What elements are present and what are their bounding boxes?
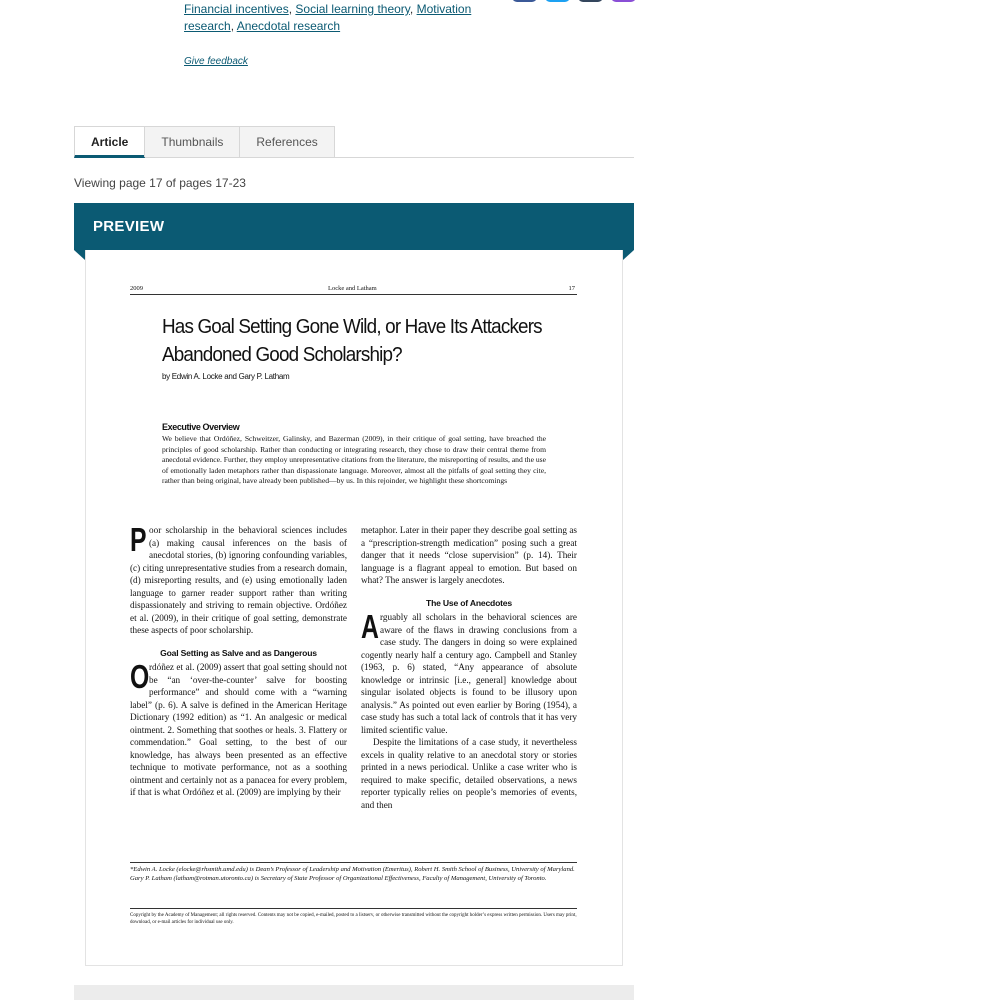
tab-thumbnails[interactable]: Thumbnails [144,126,240,157]
article-title: Has Goal Setting Gone Wild, or Have Its Attackers Abandoned Good Scholarship? [162,315,542,366]
drop-cap-a: A [361,608,379,645]
copyright-notice: Copyright by the Academy of Management; all rights reserved. Contents may not be copied, e-mailed, posted to a listserv, or otherwise transmitted without the copyright holder’s express written permission. Users may print, download, or e-mail articles for individual use only. [130,908,577,926]
give-feedback-link[interactable]: Give feedback [184,56,248,67]
topic-link-motivation-research[interactable]: Motivation research [184,2,472,33]
twitter-share-icon[interactable] [545,0,570,2]
preview-title: PREVIEW [93,218,165,235]
tab-article[interactable]: Article [74,126,145,158]
tumblr-share-icon[interactable] [578,0,603,2]
left-paragraph-1: Poor scholarship in the behavioral sciences includes (a) making causal inferences on the basis of anecdotal stories, (b) ignoring confounding variables, (c) citing unrepresentative studies from a research domain, (d) misreporting results, and (e) using emotionally laden language to garner reader support rather than writing dispassionately and striving to remain objective. Ordóñez et al. (2009), in their critique of goal setting, demonstrate these aspects of poor scholarship. [130,521,347,635]
drop-cap-p: P [130,521,147,558]
topic-links: Financial incentives, Social learning theory, Motivation research, Anecdotal research [184,2,472,33]
right-column [361,524,577,811]
running-head-authors: Locke and Latham [328,285,377,292]
preview-header [74,203,634,250]
left-column [130,521,347,799]
article-tabs [74,126,634,158]
executive-overview-body: We believe that Ordóñez, Schweitzer, Galinsky, and Bazerman (2009), in their critique of goal setting, have breached the principles of good scholarship. Rather than conducting or integrating research, they chose to draw their central theme from anecdotal evidence. Further, they employ unrepresentative citations from the literature, the misreporting of results, and the use of emotionally laden metaphors rather than dispassionate language. Moreover, almost all the pitfalls of goal setting they cite, rather than being original, have already been published—by us. In this rejoinder, we highlight these shortcomings [162,434,546,486]
running-head-page: 17 [568,285,575,292]
drop-cap-o: O [130,658,150,695]
right-paragraph-1: Arguably all scholars in the behavioral sciences are aware of the flaws in drawing conclusions from a case study. The dangers in doing so were explained cogently nearly half a century ago. Campbell and Stanley (1963, p. 6) stated, “Any appearance of absolute knowledge or intrinsic [i.e., general] knowledge about singular isolated objects is found to be illusory upon analysis.” As pointed out even earlier by Boring (1954), a case study has such a total lack of controls that it has very limited scientific value. [361,608,577,735]
page-range-status: Viewing page 17 of pages 17-23 [74,176,246,190]
running-head [130,283,577,295]
executive-overview-heading: Executive Overview [162,422,240,432]
next-section-bar [74,985,634,1000]
right-paragraph-0: metaphor. Later in their paper they describe goal setting as a “prescription-strength medication” posing such a great danger that it needs “close supervision” (p. 14). Their language is a flagrant appeal to emotion. But based on what? The answer is largely anecdotes. [361,525,577,585]
right-paragraph-2: Despite the limitations of a case study, it nevertheless excels in quality relative to an anecdotal story or stories printed in a news periodical. Unlike a case writer who is required to make specific, detailed observations, a news reporter typically relies on people’s memories of events, and then [361,737,577,810]
article-byline: by Edwin A. Locke and Gary P. Latham [162,372,290,381]
running-head-year: 2009 [130,285,143,292]
topic-link-anecdotal-research[interactable]: Anecdotal research [236,19,341,33]
facebook-share-icon[interactable] [512,0,537,2]
ribbon-fold-left [74,250,85,260]
share-buttons [512,0,636,2]
tab-references[interactable]: References [239,126,334,157]
topic-link-financial-incentives[interactable]: Financial incentives [184,2,289,16]
email-share-icon[interactable] [611,0,636,2]
topic-link-social-learning-theory[interactable]: Social learning theory [295,2,410,16]
author-footnote: *Edwin A. Locke (elocke@rhsmith.umd.edu) is Dean’s Professor of Leadership and Motivation (Emeritus), Robert H. Smith School of Business, University of Maryland. Gary P. Latham (latham@rotman.utoronto.ca) is Secretary of State Professor of Organizational Effectiveness, Faculty of Management, University of Toronto. [130,862,577,884]
ribbon-fold-right [623,250,634,260]
section-heading-anecdotes: The Use of Anecdotes [426,597,512,608]
section-heading-salve: Goal Setting as Salve and as Dangerous [160,647,317,658]
left-paragraph-2: Ordóñez et al. (2009) assert that goal setting should not be “an ‘over-the-counter’ salve for boosting performance” and should come with a “warning label” (p. 6). A salve is defined in the American Heritage Dictionary (1992 edition) as “1. An analgesic or medical ointment. 2. Something that soothes or heals. 3. Flattery or commendation.” Goal setting, to the best of our knowledge, has always been presented as an effective technique to motivate performance, not as a soothing ointment and certainly not as a panacea for every problem, if that is what Ordóñez et al. (2009) are implying by their [130,658,347,797]
